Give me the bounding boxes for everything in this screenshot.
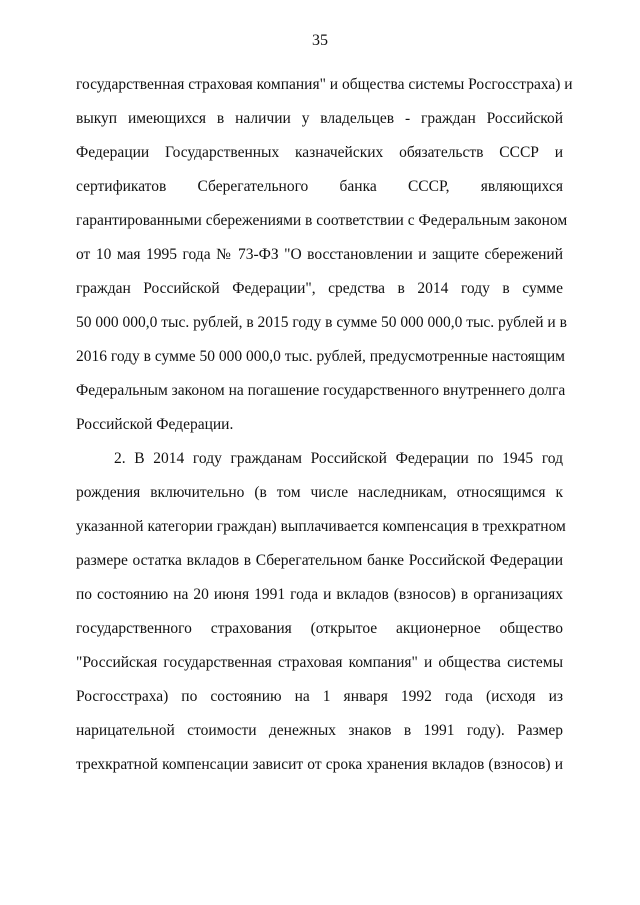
text-line: по состоянию на 20 июня 1991 года и вкладов (взносов) в организациях: [76, 586, 563, 603]
text-line: рождения включительно (в том числе наследникам, относящимся к: [76, 484, 563, 501]
text-line: указанной категории граждан) выплачивается компенсация в трехкратном: [76, 518, 566, 535]
text-line: гарантированными сбережениями в соответствии с Федеральным законом: [76, 212, 568, 229]
text-line: 50 000 000,0 тыс. рублей, в 2015 году в сумме 50 000 000,0 тыс. рублей и в: [76, 314, 567, 331]
text-line: Росгосстраха) по состоянию на 1 января 1992 года (исходя из: [76, 688, 563, 705]
text-line: государственная страховая компания" и общества системы Росгосстраха) и: [76, 76, 573, 93]
text-line: Федеральным законом на погашение государственного внутреннего долга: [76, 382, 566, 399]
text-line: размере остатка вкладов в Сберегательном банке Российской Федерации: [76, 552, 563, 569]
text-line: выкуп имеющихся в наличии у владельцев - граждан Российской: [76, 110, 563, 127]
text-line: "Российская государственная страховая компания" и общества системы: [76, 654, 563, 671]
paragraph-start-line: 2. В 2014 году гражданам Российской Федерации по 1945 год: [114, 450, 563, 467]
text-line: 2016 году в сумме 50 000 000,0 тыс. рублей, предусмотренные настоящим: [76, 348, 565, 365]
text-line: Российской Федерации.: [76, 416, 234, 433]
text-line: нарицательной стоимости денежных знаков в 1991 году). Размер: [76, 722, 563, 739]
text-line: Федерации Государственных казначейских обязательств СССР и: [76, 144, 563, 161]
text-line: государственного страхования (открытое акционерное общество: [76, 620, 563, 637]
page-number: 35: [312, 32, 328, 49]
text-line: граждан Российской Федерации", средства в 2014 году в сумме: [76, 280, 563, 297]
text-line: сертификатов Сберегательного банка СССР, являющихся: [76, 178, 563, 195]
text-line: от 10 мая 1995 года № 73-ФЗ "О восстановлении и защите сбережений: [76, 246, 563, 263]
text-line: трехкратной компенсации зависит от срока хранения вкладов (взносов) и: [76, 756, 563, 773]
